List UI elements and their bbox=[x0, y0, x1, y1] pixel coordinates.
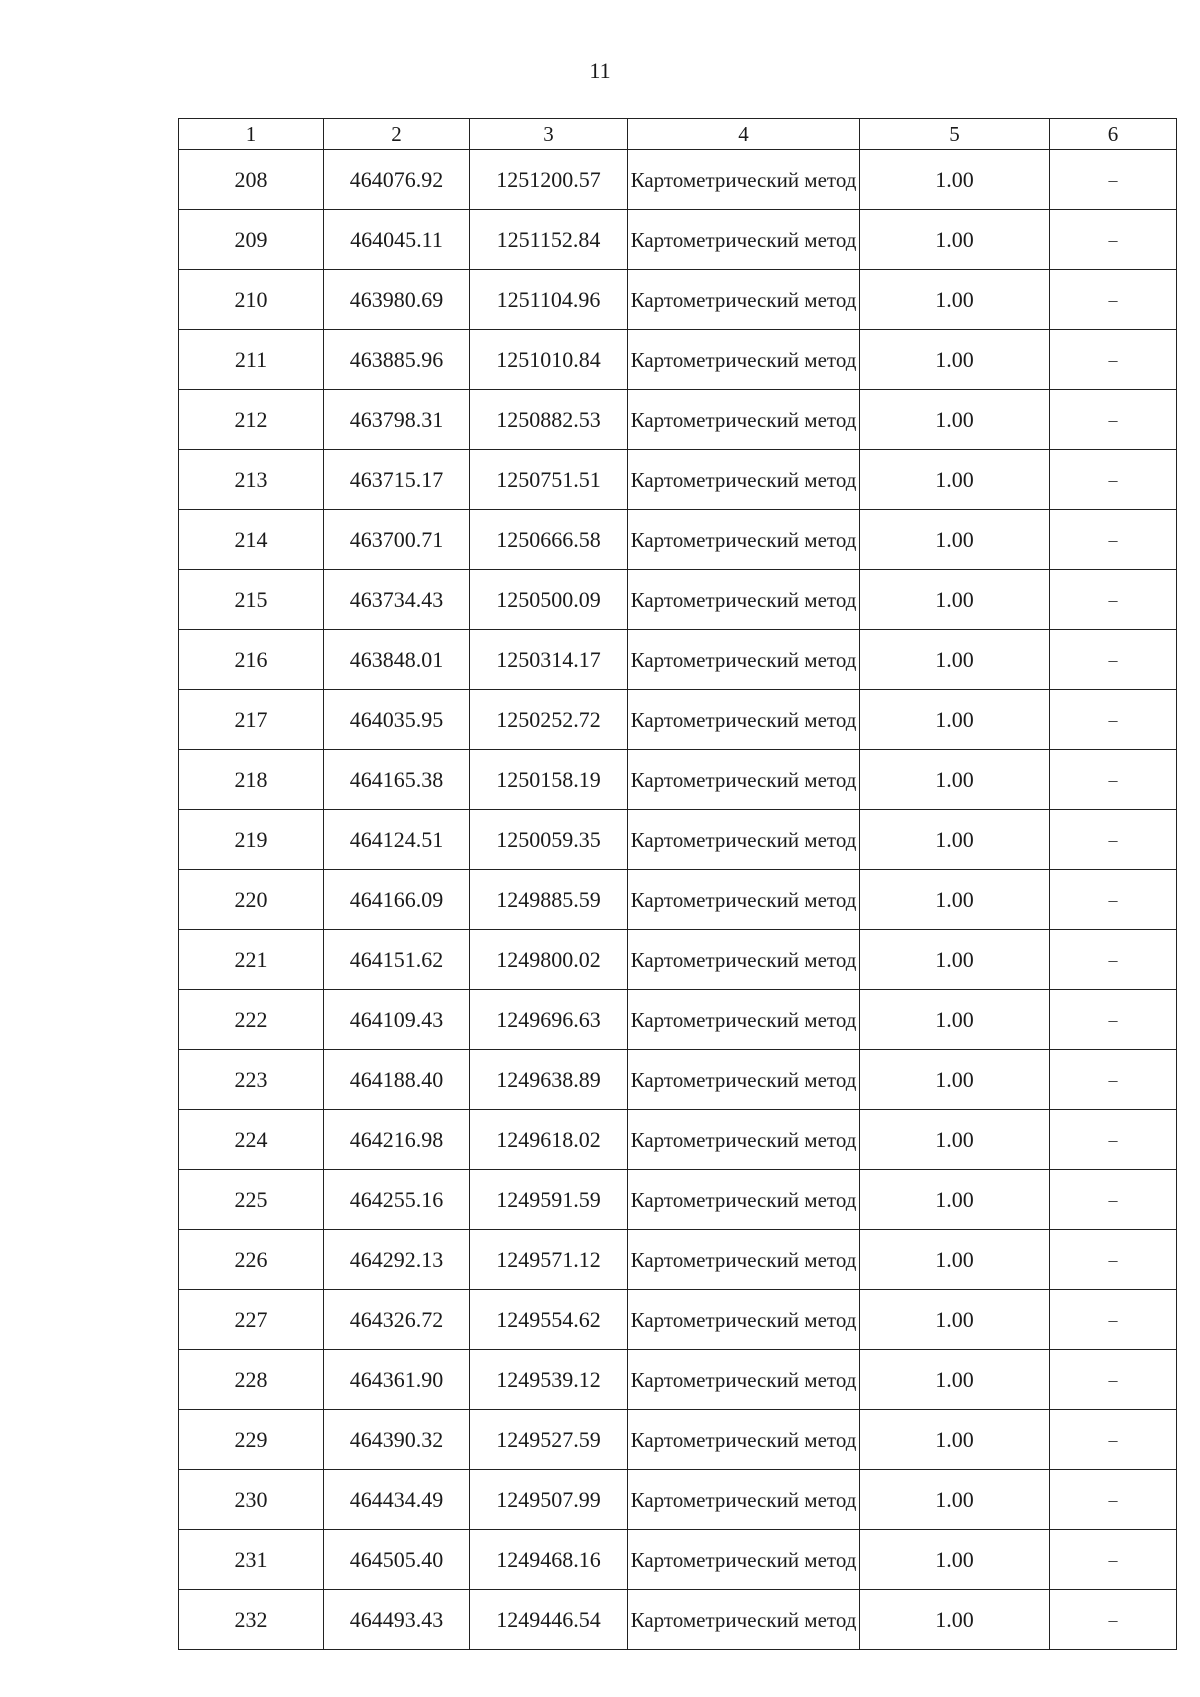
note-cell: – bbox=[1050, 1470, 1177, 1530]
accuracy-cell: 1.00 bbox=[860, 1110, 1050, 1170]
y-coordinate-cell: 1251104.96 bbox=[470, 270, 628, 330]
table-row bbox=[179, 330, 1177, 390]
y-coordinate-cell: 1249539.12 bbox=[470, 1350, 628, 1410]
x-coordinate-cell: 464434.49 bbox=[324, 1470, 470, 1530]
x-coordinate-cell: 464188.40 bbox=[324, 1050, 470, 1110]
table-row bbox=[179, 690, 1177, 750]
table-row bbox=[179, 270, 1177, 330]
note-cell: – bbox=[1050, 330, 1177, 390]
point-number-cell: 229 bbox=[179, 1410, 324, 1470]
x-coordinate-cell: 463980.69 bbox=[324, 270, 470, 330]
x-coordinate-cell: 464045.11 bbox=[324, 210, 470, 270]
y-coordinate-cell: 1250500.09 bbox=[470, 570, 628, 630]
note-cell: – bbox=[1050, 870, 1177, 930]
accuracy-cell: 1.00 bbox=[860, 390, 1050, 450]
page-number: 11 bbox=[589, 58, 611, 83]
method-cell: Картометрический метод bbox=[628, 1590, 860, 1650]
point-number-cell: 219 bbox=[179, 810, 324, 870]
table-row bbox=[179, 390, 1177, 450]
x-coordinate-cell: 464326.72 bbox=[324, 1290, 470, 1350]
point-number-cell: 214 bbox=[179, 510, 324, 570]
table-row bbox=[179, 570, 1177, 630]
accuracy-cell: 1.00 bbox=[860, 930, 1050, 990]
y-coordinate-cell: 1249468.16 bbox=[470, 1530, 628, 1590]
y-coordinate-cell: 1249618.02 bbox=[470, 1110, 628, 1170]
table-row bbox=[179, 1230, 1177, 1290]
column-header: 5 bbox=[860, 119, 1050, 150]
x-coordinate-cell: 463848.01 bbox=[324, 630, 470, 690]
table-body bbox=[179, 150, 1177, 1650]
column-header: 3 bbox=[470, 119, 628, 150]
y-coordinate-cell: 1249591.59 bbox=[470, 1170, 628, 1230]
accuracy-cell: 1.00 bbox=[860, 1530, 1050, 1590]
note-cell: – bbox=[1050, 930, 1177, 990]
accuracy-cell: 1.00 bbox=[860, 1590, 1050, 1650]
method-cell: Картометрический метод bbox=[628, 330, 860, 390]
note-cell: – bbox=[1050, 1290, 1177, 1350]
method-cell: Картометрический метод bbox=[628, 450, 860, 510]
y-coordinate-cell: 1249554.62 bbox=[470, 1290, 628, 1350]
note-cell: – bbox=[1050, 210, 1177, 270]
note-cell: – bbox=[1050, 690, 1177, 750]
accuracy-cell: 1.00 bbox=[860, 270, 1050, 330]
point-number-cell: 227 bbox=[179, 1290, 324, 1350]
note-cell: – bbox=[1050, 570, 1177, 630]
x-coordinate-cell: 464361.90 bbox=[324, 1350, 470, 1410]
table-row bbox=[179, 870, 1177, 930]
table-row bbox=[179, 1350, 1177, 1410]
note-cell: – bbox=[1050, 390, 1177, 450]
point-number-cell: 215 bbox=[179, 570, 324, 630]
table-row bbox=[179, 750, 1177, 810]
accuracy-cell: 1.00 bbox=[860, 1290, 1050, 1350]
point-number-cell: 232 bbox=[179, 1590, 324, 1650]
y-coordinate-cell: 1249571.12 bbox=[470, 1230, 628, 1290]
y-coordinate-cell: 1251152.84 bbox=[470, 210, 628, 270]
method-cell: Картометрический метод bbox=[628, 270, 860, 330]
y-coordinate-cell: 1250158.19 bbox=[470, 750, 628, 810]
point-number-cell: 208 bbox=[179, 150, 324, 210]
note-cell: – bbox=[1050, 510, 1177, 570]
method-cell: Картометрический метод bbox=[628, 390, 860, 450]
method-cell: Картометрический метод bbox=[628, 1110, 860, 1170]
x-coordinate-cell: 464216.98 bbox=[324, 1110, 470, 1170]
note-cell: – bbox=[1050, 270, 1177, 330]
method-cell: Картометрический метод bbox=[628, 1050, 860, 1110]
accuracy-cell: 1.00 bbox=[860, 870, 1050, 930]
table-row bbox=[179, 1170, 1177, 1230]
note-cell: – bbox=[1050, 450, 1177, 510]
y-coordinate-cell: 1249507.99 bbox=[470, 1470, 628, 1530]
accuracy-cell: 1.00 bbox=[860, 570, 1050, 630]
note-cell: – bbox=[1050, 1050, 1177, 1110]
accuracy-cell: 1.00 bbox=[860, 690, 1050, 750]
accuracy-cell: 1.00 bbox=[860, 1170, 1050, 1230]
table-row bbox=[179, 810, 1177, 870]
accuracy-cell: 1.00 bbox=[860, 450, 1050, 510]
table-row bbox=[179, 1530, 1177, 1590]
y-coordinate-cell: 1249885.59 bbox=[470, 870, 628, 930]
accuracy-cell: 1.00 bbox=[860, 210, 1050, 270]
x-coordinate-cell: 463798.31 bbox=[324, 390, 470, 450]
note-cell: – bbox=[1050, 630, 1177, 690]
table-row bbox=[179, 510, 1177, 570]
table-row bbox=[179, 1470, 1177, 1530]
point-number-cell: 231 bbox=[179, 1530, 324, 1590]
method-cell: Картометрический метод bbox=[628, 150, 860, 210]
point-number-cell: 216 bbox=[179, 630, 324, 690]
method-cell: Картометрический метод bbox=[628, 1410, 860, 1470]
note-cell: – bbox=[1050, 1530, 1177, 1590]
note-cell: – bbox=[1050, 1590, 1177, 1650]
x-coordinate-cell: 463700.71 bbox=[324, 510, 470, 570]
note-cell: – bbox=[1050, 750, 1177, 810]
table-row bbox=[179, 1410, 1177, 1470]
method-cell: Картометрический метод bbox=[628, 1230, 860, 1290]
note-cell: – bbox=[1050, 990, 1177, 1050]
y-coordinate-cell: 1249446.54 bbox=[470, 1590, 628, 1650]
table-row bbox=[179, 1290, 1177, 1350]
note-cell: – bbox=[1050, 150, 1177, 210]
note-cell: – bbox=[1050, 1410, 1177, 1470]
y-coordinate-cell: 1250882.53 bbox=[470, 390, 628, 450]
accuracy-cell: 1.00 bbox=[860, 1410, 1050, 1470]
accuracy-cell: 1.00 bbox=[860, 630, 1050, 690]
method-cell: Картометрический метод bbox=[628, 570, 860, 630]
x-coordinate-cell: 464493.43 bbox=[324, 1590, 470, 1650]
method-cell: Картометрический метод bbox=[628, 1170, 860, 1230]
column-header: 6 bbox=[1050, 119, 1177, 150]
note-cell: – bbox=[1050, 1350, 1177, 1410]
method-cell: Картометрический метод bbox=[628, 690, 860, 750]
point-number-cell: 217 bbox=[179, 690, 324, 750]
column-header: 4 bbox=[628, 119, 860, 150]
table-row bbox=[179, 210, 1177, 270]
point-number-cell: 210 bbox=[179, 270, 324, 330]
table-row bbox=[179, 450, 1177, 510]
method-cell: Картометрический метод bbox=[628, 990, 860, 1050]
table-row bbox=[179, 1050, 1177, 1110]
x-coordinate-cell: 464035.95 bbox=[324, 690, 470, 750]
table-row bbox=[179, 990, 1177, 1050]
x-coordinate-cell: 464505.40 bbox=[324, 1530, 470, 1590]
x-coordinate-cell: 464255.16 bbox=[324, 1170, 470, 1230]
accuracy-cell: 1.00 bbox=[860, 750, 1050, 810]
note-cell: – bbox=[1050, 810, 1177, 870]
y-coordinate-cell: 1250059.35 bbox=[470, 810, 628, 870]
x-coordinate-cell: 464390.32 bbox=[324, 1410, 470, 1470]
x-coordinate-cell: 463715.17 bbox=[324, 450, 470, 510]
table-row bbox=[179, 1590, 1177, 1650]
method-cell: Картометрический метод bbox=[628, 210, 860, 270]
method-cell: Картометрический метод bbox=[628, 750, 860, 810]
x-coordinate-cell: 464076.92 bbox=[324, 150, 470, 210]
y-coordinate-cell: 1250252.72 bbox=[470, 690, 628, 750]
point-number-cell: 224 bbox=[179, 1110, 324, 1170]
y-coordinate-cell: 1250314.17 bbox=[470, 630, 628, 690]
column-header: 2 bbox=[324, 119, 470, 150]
point-number-cell: 226 bbox=[179, 1230, 324, 1290]
accuracy-cell: 1.00 bbox=[860, 1230, 1050, 1290]
y-coordinate-cell: 1249696.63 bbox=[470, 990, 628, 1050]
x-coordinate-cell: 464165.38 bbox=[324, 750, 470, 810]
point-number-cell: 225 bbox=[179, 1170, 324, 1230]
y-coordinate-cell: 1251010.84 bbox=[470, 330, 628, 390]
x-coordinate-cell: 464124.51 bbox=[324, 810, 470, 870]
accuracy-cell: 1.00 bbox=[860, 150, 1050, 210]
table-row bbox=[179, 630, 1177, 690]
method-cell: Картометрический метод bbox=[628, 810, 860, 870]
table-header-row bbox=[179, 119, 1177, 150]
accuracy-cell: 1.00 bbox=[860, 1050, 1050, 1110]
y-coordinate-cell: 1251200.57 bbox=[470, 150, 628, 210]
point-number-cell: 209 bbox=[179, 210, 324, 270]
method-cell: Картометрический метод bbox=[628, 1350, 860, 1410]
point-number-cell: 228 bbox=[179, 1350, 324, 1410]
point-number-cell: 220 bbox=[179, 870, 324, 930]
x-coordinate-cell: 463885.96 bbox=[324, 330, 470, 390]
accuracy-cell: 1.00 bbox=[860, 1470, 1050, 1530]
y-coordinate-cell: 1250751.51 bbox=[470, 450, 628, 510]
y-coordinate-cell: 1249800.02 bbox=[470, 930, 628, 990]
method-cell: Картометрический метод bbox=[628, 1470, 860, 1530]
accuracy-cell: 1.00 bbox=[860, 990, 1050, 1050]
method-cell: Картометрический метод bbox=[628, 870, 860, 930]
point-number-cell: 213 bbox=[179, 450, 324, 510]
method-cell: Картометрический метод bbox=[628, 1290, 860, 1350]
table-row bbox=[179, 930, 1177, 990]
y-coordinate-cell: 1249527.59 bbox=[470, 1410, 628, 1470]
coordinates-table bbox=[178, 118, 1177, 1650]
y-coordinate-cell: 1250666.58 bbox=[470, 510, 628, 570]
table-row bbox=[179, 1110, 1177, 1170]
accuracy-cell: 1.00 bbox=[860, 810, 1050, 870]
x-coordinate-cell: 464151.62 bbox=[324, 930, 470, 990]
method-cell: Картометрический метод bbox=[628, 630, 860, 690]
note-cell: – bbox=[1050, 1170, 1177, 1230]
y-coordinate-cell: 1249638.89 bbox=[470, 1050, 628, 1110]
method-cell: Картометрический метод bbox=[628, 930, 860, 990]
point-number-cell: 211 bbox=[179, 330, 324, 390]
accuracy-cell: 1.00 bbox=[860, 1350, 1050, 1410]
point-number-cell: 221 bbox=[179, 930, 324, 990]
column-header: 1 bbox=[179, 119, 324, 150]
point-number-cell: 223 bbox=[179, 1050, 324, 1110]
table-row bbox=[179, 150, 1177, 210]
method-cell: Картометрический метод bbox=[628, 510, 860, 570]
x-coordinate-cell: 464109.43 bbox=[324, 990, 470, 1050]
accuracy-cell: 1.00 bbox=[860, 510, 1050, 570]
point-number-cell: 230 bbox=[179, 1470, 324, 1530]
point-number-cell: 222 bbox=[179, 990, 324, 1050]
note-cell: – bbox=[1050, 1230, 1177, 1290]
method-cell: Картометрический метод bbox=[628, 1530, 860, 1590]
point-number-cell: 212 bbox=[179, 390, 324, 450]
x-coordinate-cell: 463734.43 bbox=[324, 570, 470, 630]
x-coordinate-cell: 464166.09 bbox=[324, 870, 470, 930]
point-number-cell: 218 bbox=[179, 750, 324, 810]
note-cell: – bbox=[1050, 1110, 1177, 1170]
x-coordinate-cell: 464292.13 bbox=[324, 1230, 470, 1290]
accuracy-cell: 1.00 bbox=[860, 330, 1050, 390]
